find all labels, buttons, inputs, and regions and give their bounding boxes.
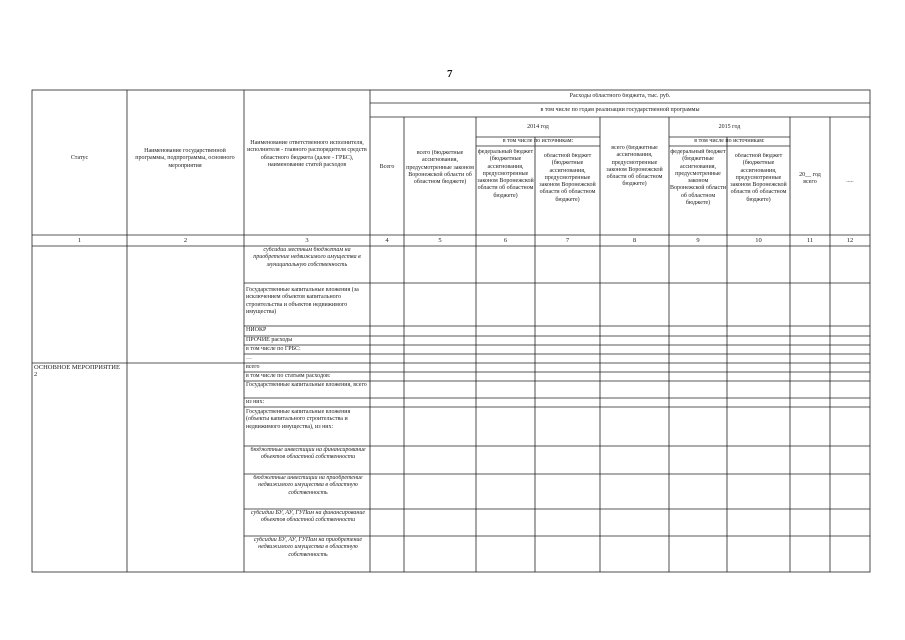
col-number-3: 3 [305,237,309,244]
row-incl-grbs: в том числе по ГРБС: [246,346,301,352]
row-capital-investments-total: Государственные капитальные вложения, всего [246,382,367,388]
header-incl-sources-2014: в том числе по источникам: [502,138,574,144]
col-number-12: 12 [846,237,854,244]
col-number-11: 11 [806,237,814,244]
header-status: Статус [70,155,89,161]
row-subsidies-acquisition: субсидии БУ, АУ, ГУПам на приобретение недвижимого имущества в областную собственность [253,537,363,558]
status-main-event-2: ОСНОВНОЕ МЕРОПРИЯТИЕ 2 [34,364,120,379]
header-total-all-2014: всего (бюджетные ассигнования, предусмотренные законом Воронежской области об областном бюджете) [406,150,474,186]
row-other-expenses: ПРОЧИЕ расходы [246,337,293,343]
row-niokr: НИОКР [246,327,267,333]
header-dots: ..... [846,178,854,184]
header-year-20: 20__ год всего [799,172,821,186]
header-by-years: в том числе по годам реализации государственной программы [540,107,700,113]
col-number-6: 6 [503,237,508,244]
row-of-them: из них: [246,399,265,405]
col-number-1: 1 [77,237,82,244]
row-total: всего [246,364,260,370]
header-regional-2015: областной бюджет (бюджетные ассигнования, предусмотренные законом Воронежской области об областном бюджете) [730,153,787,203]
header-federal-2014: федеральный бюджет (бюджетные ассигнования, предусмотренные законом Воронежской области об областном бюджете) [477,149,534,199]
header-total: Всего [379,164,395,170]
col-number-7: 7 [565,237,570,244]
col-number-4: 4 [385,237,389,244]
row-capital-investments-excl: Государственные капитальные вложения (за исключением объектов капитального строительства и объектов недвижимого имущества) [246,287,359,315]
col-number-9: 9 [696,237,700,244]
page-number: 7 [447,68,453,80]
header-expenses: Расходы областного бюджета, тыс. руб. [569,93,671,99]
col-number-8: 8 [632,237,637,244]
row-ellipsis: … [246,355,252,361]
header-executor: Наименование ответственного исполнителя, исполнителя - главного распорядителя средств областного бюджета (далее - ГРБС), наименование статей расходов [247,140,367,168]
row-capital-investments-objects: Государственные капитальные вложения (объекты капитального строительства и недвижимого имущества), из них: [246,409,351,430]
col-number-5: 5 [438,237,442,244]
header-year-2014: 2014 год [527,124,549,130]
row-subsidies-municipal: субсидии местным бюджетам на приобретение недвижимого имущества в муниципальную собственность [253,247,361,268]
header-program-name: Наименование государственной программы, подпрограммы, основного мероприятия [135,148,235,169]
row-budget-investments-financing: бюджетные инвестиции на финансирование объектов областной собственности [250,447,366,461]
header-incl-sources-2015: в том числе по источникам: [694,138,765,144]
header-total-all-2015: всего (бюджетные ассигнования, предусмотренные законом Воронежской области об областном бюджете) [606,145,663,188]
header-regional-2014: областной бюджет (бюджетные ассигнования, предусмотренные законом Воронежской области об областном бюджете) [539,153,596,203]
row-incl-articles: в том числе по статьям расходов: [246,373,331,379]
row-subsidies-financing: субсидии БУ, АУ, ГУПам на финансирование объектов областной собственности [250,510,366,524]
header-federal-2015: федеральный бюджет (бюджетные ассигнования, предусмотренные законом Воронежской области об областном бюджете) [670,149,726,207]
header-year-2015: 2015 год [718,124,741,130]
row-budget-investments-acquisition: бюджетные инвестиции на приобретение недвижимого имущества в областную собственность [253,475,363,496]
col-number-2: 2 [183,237,188,244]
col-number-10: 10 [755,237,762,244]
